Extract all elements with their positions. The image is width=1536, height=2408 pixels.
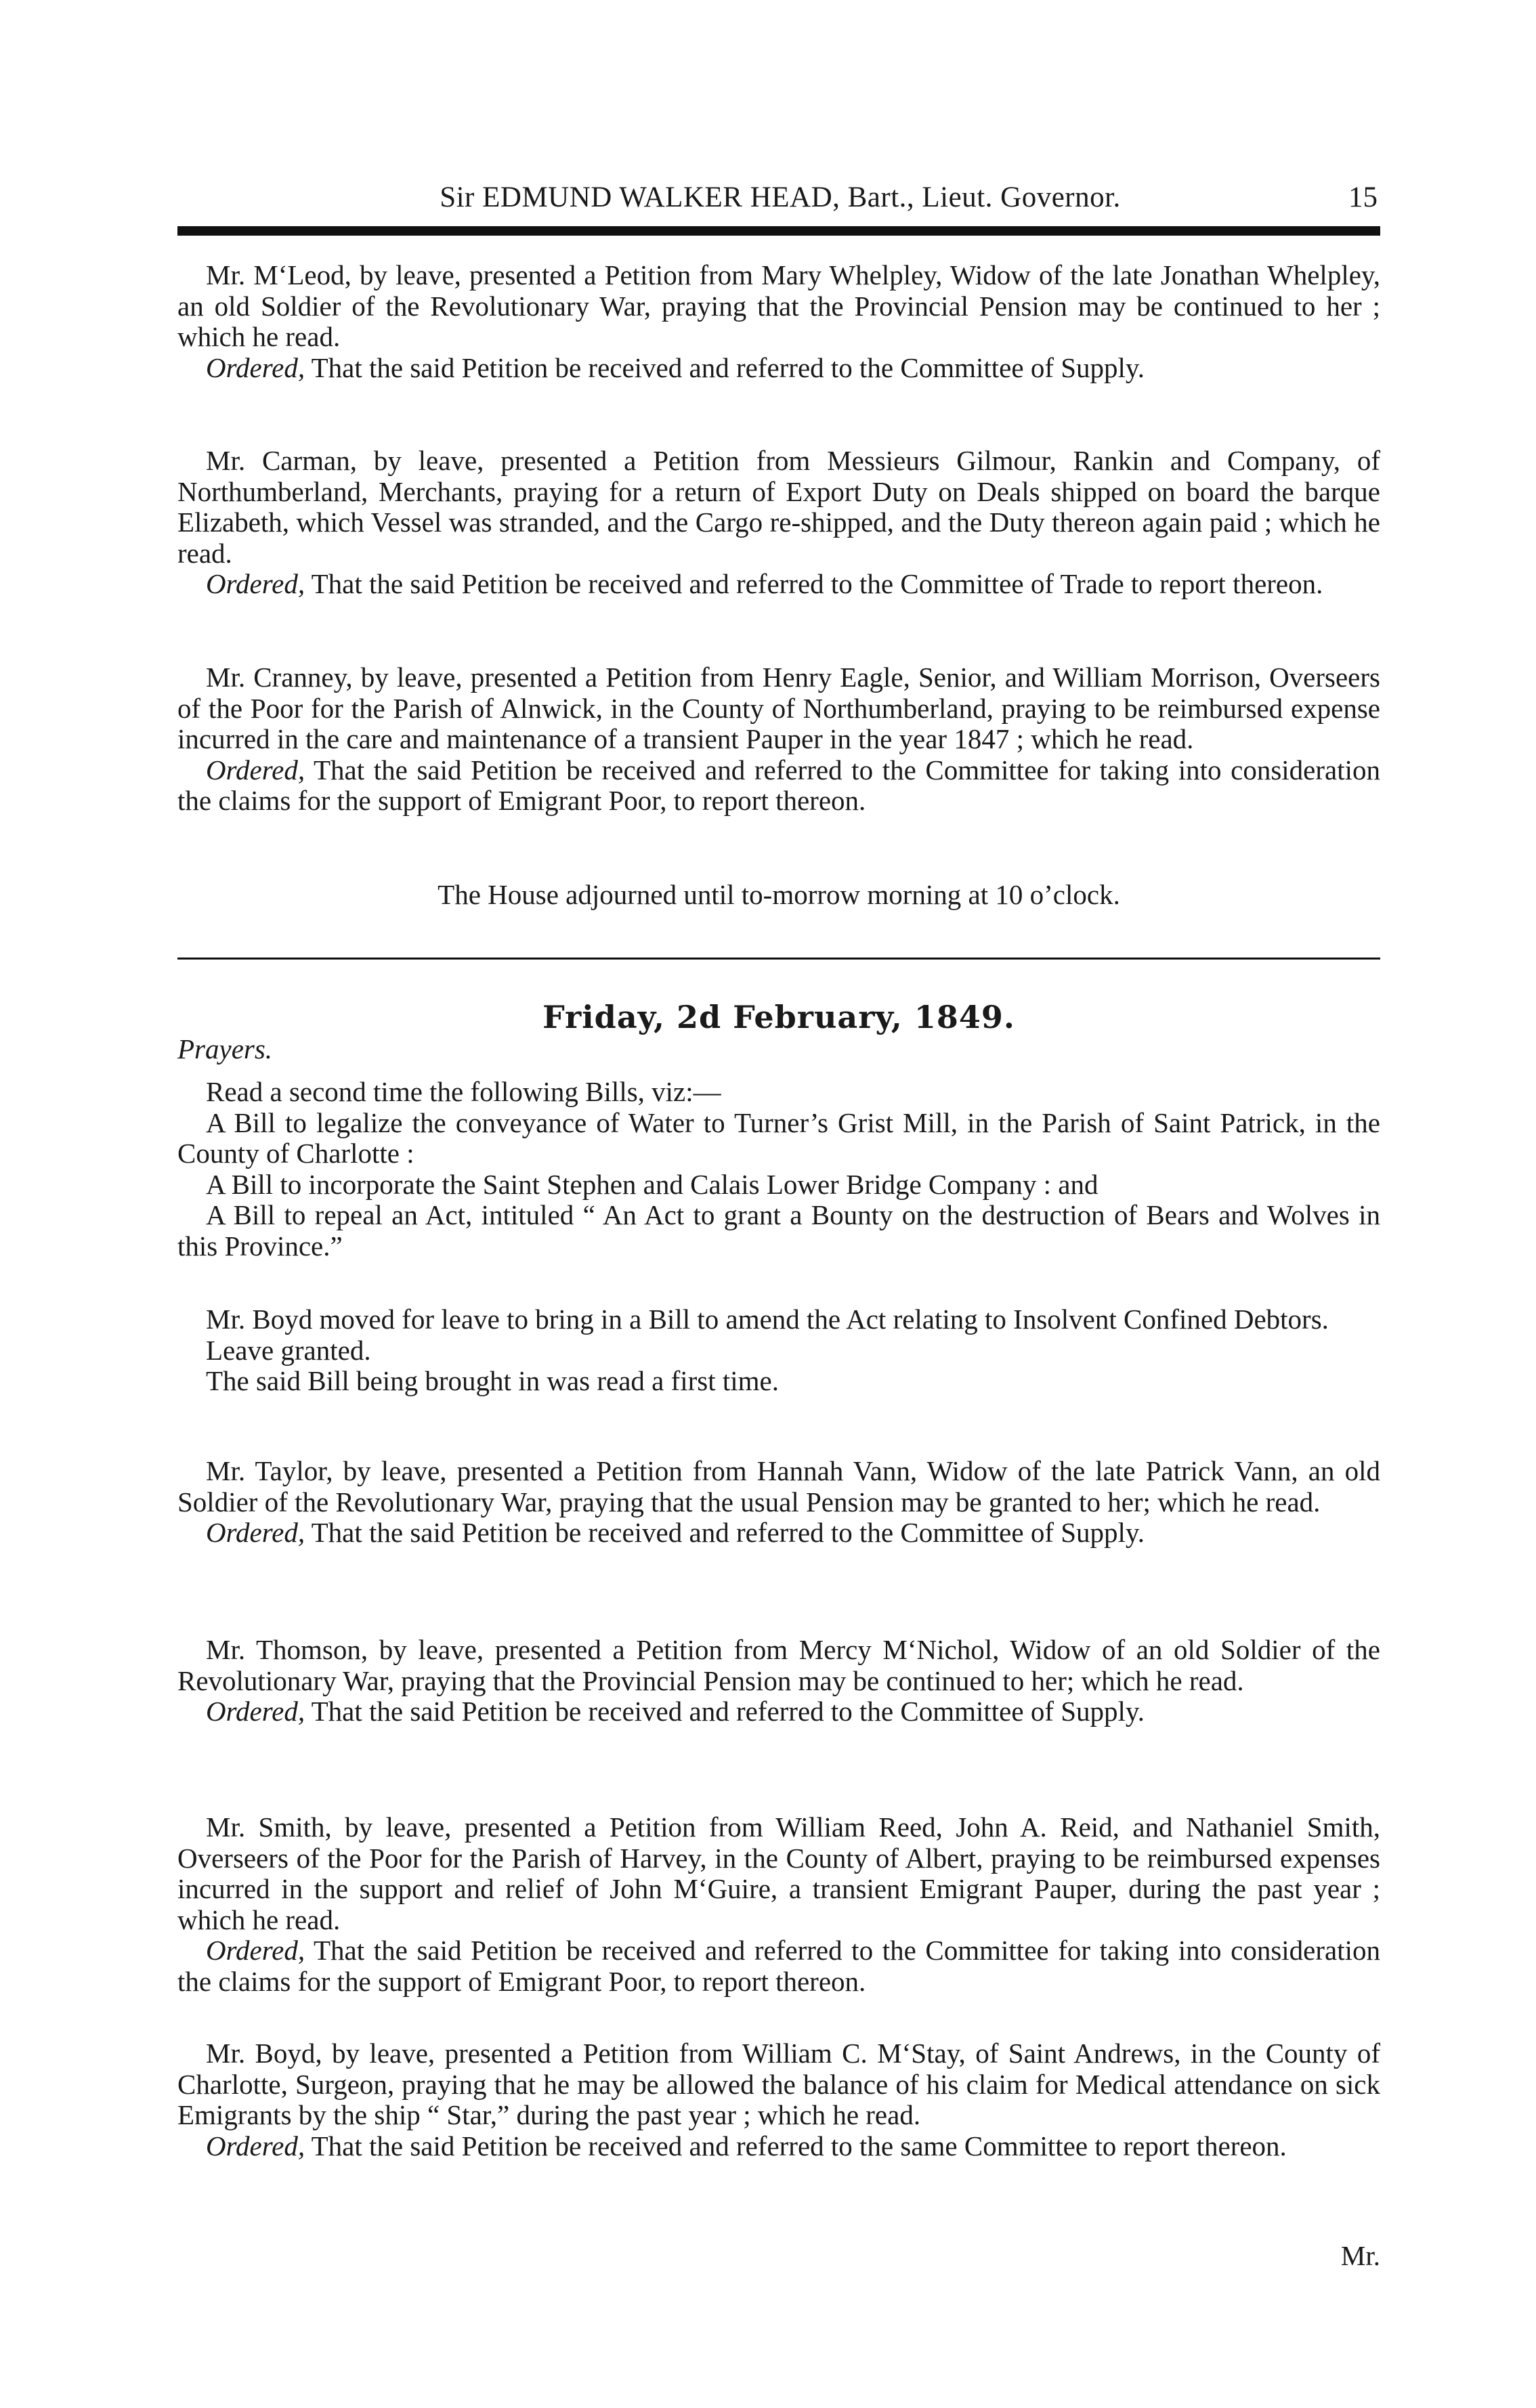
ordered-paragraph [177,755,1380,817]
ordered-paragraph [177,353,1380,384]
catchword: Mr. [1340,2240,1380,2271]
motion-entry-boyd [177,1304,1380,1397]
petition-text: Mr. Cranney, by leave, presented a Petition from Henry Eagle, Senior, and William Morrison, Overseers of the Poor for the Parish of Alnwick, in the County of Northumberland, praying to be reimbursed expense incurred in the care and maintenance of a transient Pauper in the year 1847 ; which he read. [177,662,1380,754]
ordered-paragraph [177,1696,1380,1727]
ordered-text: That the said Petition be received and referred to the Committee for taking into consideration the claims for the support of Emigrant Poor, to report thereon. [177,1935,1380,1997]
bills-intro: Read a second time the following Bills, viz:— [206,1076,721,1107]
petition-entry-thomson [177,1635,1380,1727]
ordered-word: Ordered, [206,1696,305,1727]
ordered-word: Ordered, [206,1935,305,1966]
petition-text: Mr. Smith, by leave, presented a Petition from William Reed, John A. Reid, and Nathaniel Smith, Overseers of the Poor for the Parish of Harvey, in the County of Albert, praying to be reimbursed expenses incurred in the support and relief of John M‘Guire, a transient Emigrant Pauper, during the past year ; which he read. [177,1811,1380,1935]
ordered-word: Ordered, [206,754,305,786]
motion-reading: The said Bill being brought in was read a first time. [206,1365,780,1396]
page-number: 15 [1348,181,1378,213]
petition-entry-boyd [177,2038,1380,2162]
ordered-word: Ordered, [206,568,305,599]
petition-text: Mr. Boyd, by leave, presented a Petition from William C. M‘Stay, of Saint Andrews, in the County of Charlotte, Surgeon, praying that he may be allowed the balance of his claim for Medical attendance on sick Emigrants by the ship “ Star,” during the past year ; which he read. [177,2038,1380,2130]
adjournment-notice: The House adjourned until to-morrow morning at 10 o’clock. [438,879,1120,910]
ordered-text: That the said Petition be received and referred to the Committee of Supply. [305,1517,1145,1548]
ordered-text: That the said Petition be received and referred to the Committee of Supply. [305,351,1145,383]
motion-text: Mr. Boyd moved for leave to bring in a Bill to amend the Act relating to Insolvent Confined Debtors. [206,1304,1329,1335]
running-title: Sir EDMUND WALKER HEAD, Bart., Lieut. Governor. [440,181,1121,213]
motion-result: Leave granted. [206,1334,371,1366]
prayers-label: Prayers. [177,1033,273,1065]
ordered-word: Ordered, [206,351,305,383]
ordered-text: That the said Petition be received and referred to the Committee of Trade to report thereon. [305,568,1323,599]
ordered-paragraph [177,1518,1380,1549]
petition-entry-mleod [177,260,1380,383]
ordered-paragraph [177,1935,1380,1997]
bill-item: A Bill to incorporate the Saint Stephen and Calais Lower Bridge Company : and [206,1168,1098,1200]
petition-entry-taylor [177,1456,1380,1549]
bill-item: A Bill to legalize the conveyance of Water to Turner’s Grist Mill, in the Parish of Saint Patrick, in the County of Charlotte : [177,1106,1380,1169]
section-rule [177,958,1380,960]
ordered-word: Ordered, [206,1517,305,1548]
ordered-word: Ordered, [206,2130,305,2162]
ordered-text: That the said Petition be received and referred to the Committee of Supply. [305,1696,1145,1727]
ordered-paragraph [177,569,1380,600]
header-rule [177,226,1380,236]
ordered-text: That the said Petition be received and referred to the Committee for taking into consideration the claims for the support of Emigrant Poor, to report thereon. [177,754,1380,816]
running-head [177,177,1383,218]
date-heading: Friday, 2d February, 1849. [542,999,1015,1035]
ordered-text: That the said Petition be received and referred to the same Committee to report thereon. [305,2130,1287,2162]
petition-entry-cranney [177,662,1380,817]
petition-text: Mr. Thomson, by leave, presented a Petition from Mercy M‘Nichol, Widow of an old Soldier of the Revolutionary War, praying that the Provincial Pension may be continued to her; which he read. [177,1634,1380,1696]
bill-item: A Bill to repeal an Act, intituled “ An Act to grant a Bounty on the destruction of Bears and Wolves in this Province.” [177,1199,1380,1262]
petition-text: Mr. Carman, by leave, presented a Petition from Messieurs Gilmour, Rankin and Company, of Northumberland, Merchants, praying for a return of Export Duty on Deals shipped on board the barque Elizabeth, which Vessel was stranded, and the Cargo re-shipped, and the Duty thereon again paid ; which he read. [177,445,1380,569]
petition-entry-smith [177,1812,1380,1997]
petition-text: Mr. M‘Leod, by leave, presented a Petition from Mary Whelpley, Widow of the late Jonathan Whelpley, an old Soldier of the Revolutionary War, praying that the Provincial Pension may be continued to her ; which he read. [177,259,1380,352]
ordered-paragraph [177,2131,1380,2162]
petition-entry-carman [177,446,1380,600]
bills-second-reading [177,1077,1380,1262]
petition-text: Mr. Taylor, by leave, presented a Petition from Hannah Vann, Widow of the late Patrick Vann, an old Soldier of the Revolutionary War, praying that the usual Pension may be granted to her; which he read. [177,1455,1380,1518]
